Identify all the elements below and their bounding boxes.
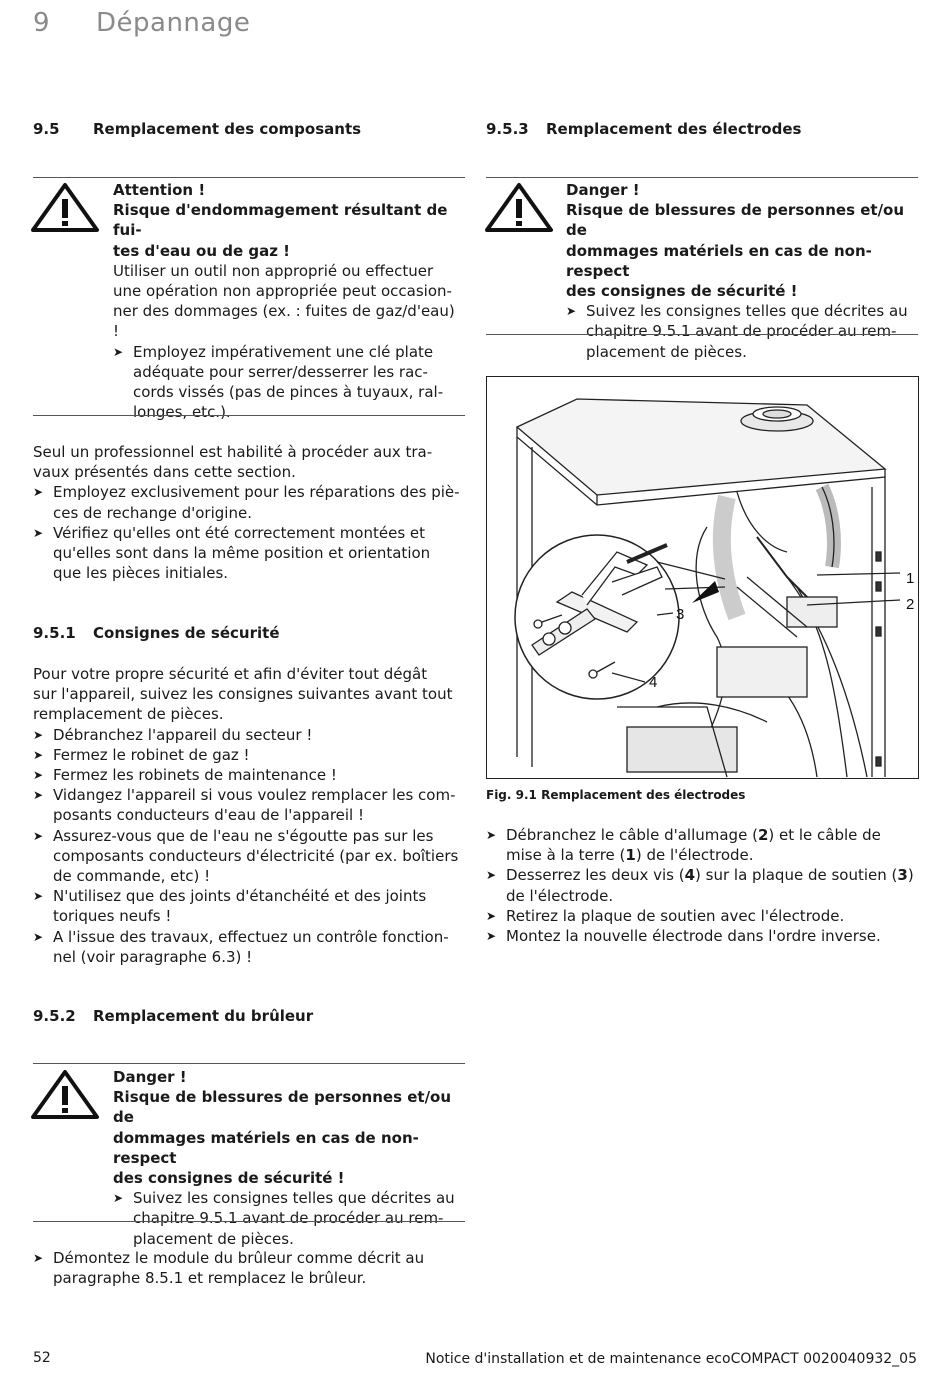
list-item: ➤ Montez la nouvelle électrode dans l'ordre inverse. xyxy=(486,926,926,946)
list-item: ➤ Débranchez le câble d'allumage (2) et le câble de mise à la terre (1) de l'électrode. xyxy=(486,825,926,865)
callout-3: 3 xyxy=(676,606,685,623)
danger-triangle-icon xyxy=(30,1069,100,1119)
intro-paragraph: Seul un professionnel est habilité à procéder aux tra- vaux présentés dans cette section. ➤ Employez exclusivement pour les réparations des piè- ces de rechange d'origine. ➤ Vérifiez qu'elles ont été correctement montées et qu'elles sont dans la même position et orientation que les pièces initiales. xyxy=(33,442,473,583)
section-heading-9-5-2: 9.5.2 Remplacement du brûleur xyxy=(33,1007,314,1025)
callout-1: 1 xyxy=(906,570,915,587)
warning-top-rule xyxy=(33,177,465,178)
list-item: ➤ N'utilisez que des joints d'étanchéité et des joints toriques neufs ! xyxy=(33,886,473,926)
list-item: ➤ Suivez les consignes telles que décrites au chapitre 9.5.1 avant de procéder au rem- placement de pièces. xyxy=(113,1188,465,1249)
list-item: ➤ Assurez-vous que de l'eau ne s'égoutte pas sur les composants conducteurs d'électricité (par ex. boîtiers de commande, etc) ! xyxy=(33,826,473,887)
list-item: ➤ A l'issue des travaux, effectuez un contrôle fonction- nel (voir paragraphe 6.3) ! xyxy=(33,927,473,967)
attention-warning-box: Attention ! Risque d'endommagement résultant de fui- tes d'eau ou de gaz ! Utiliser un outil non approprié ou effectuer une opération non appropriée peut occasion- ner des dommages (ex. : fuites de gaz/d'eau) ! ➤ Employez impérativement une clé plate adéquate pour serrer/desserrer les rac- cords vissés (pas de pinces à tuyaux, ral- longes, etc.). xyxy=(113,180,465,422)
list-item: ➤ Fermez le robinet de gaz ! xyxy=(33,745,473,765)
electrode-steps xyxy=(486,825,926,946)
callout-4: 4 xyxy=(649,674,658,691)
section-heading-9-5: 9.5 Remplacement des composants xyxy=(33,120,362,138)
burner-instruction xyxy=(33,1248,473,1288)
list-item: ➤ Employez exclusivement pour les réparations des piè- ces de rechange d'origine. xyxy=(33,482,473,522)
boiler-illustration xyxy=(487,377,918,778)
page-number: 52 xyxy=(33,1350,51,1366)
danger-top-rule xyxy=(33,1063,465,1064)
figure-electrode-replacement xyxy=(486,376,919,779)
danger2-top-rule xyxy=(486,177,918,178)
chapter-title: Dépannage xyxy=(96,8,251,38)
document-reference: Notice d'installation et de maintenance ecoCOMPACT 0020040932_05 xyxy=(425,1351,917,1367)
section-heading-9-5-3: 9.5.3 Remplacement des électrodes xyxy=(486,120,802,138)
danger-triangle-icon xyxy=(484,182,554,232)
warning-bottom-rule xyxy=(33,415,465,416)
list-item: ➤ Débranchez l'appareil du secteur ! xyxy=(33,725,473,745)
danger-bottom-rule xyxy=(33,1221,465,1222)
danger-warning-box: Danger ! Risque de blessures de personnes et/ou de dommages matériels en cas de non-respect des consignes de sécurité ! ➤ Suivez les consignes telles que décrites au chapitre 9.5.1 avant de procéder au rem- placement de pièces. xyxy=(113,1067,465,1249)
list-item: ➤ Vidangez l'appareil si vous voulez remplacer les com- posants conducteurs d'eau de l'appareil ! xyxy=(33,785,473,825)
danger-warning-box-electrodes: Danger ! Risque de blessures de personnes et/ou de dommages matériels en cas de non-respect des consignes de sécurité ! ➤ Suivez les consignes telles que décrites au chapitre 9.5.1 avant de procéder au rem- placement de pièces. xyxy=(566,180,922,362)
figure-caption: Fig. 9.1 Remplacement des électrodes xyxy=(486,788,746,802)
safety-instructions: Pour votre propre sécurité et afin d'éviter tout dégât sur l'appareil, suivez les consignes suivantes avant tout remplacement de pièces. ➤ Débranchez l'appareil du secteur ! ➤ Fermez le robinet de gaz ! ➤ Fermez les robinets de maintenance ! ➤ Vidangez l'appareil si vous voulez remplacer les com- posants conducteurs d'eau de l'appareil ! ➤ Assurez-vous que de l'eau ne s'égoutte pas sur les composants conducteurs d'électricité (par ex. boîtiers de commande, etc) ! ➤ N'utilisez que des joints d'étanchéité et des joints toriques neufs ! ➤ A l'issue des travaux, effectuez un contrôle fonction- nel (voir paragraphe 6.3) ! xyxy=(33,664,473,967)
list-item: ➤ Employez impérativement une clé plate adéquate pour serrer/desserrer les rac- cords vissés (pas de pinces à tuyaux, ral- longes, etc.). xyxy=(113,342,465,423)
danger2-bottom-rule xyxy=(486,334,918,335)
section-heading-9-5-1: 9.5.1 Consignes de sécurité xyxy=(33,624,280,642)
list-item: ➤ Retirez la plaque de soutien avec l'électrode. xyxy=(486,906,926,926)
chapter-number: 9 xyxy=(33,8,51,38)
list-item: ➤ Vérifiez qu'elles ont été correctement montées et qu'elles sont dans la même position et orientation que les pièces initiales. xyxy=(33,523,473,584)
warning-triangle-icon xyxy=(30,182,100,232)
list-item: ➤ Desserrez les deux vis (4) sur la plaque de soutien (3) de l'électrode. xyxy=(486,865,926,905)
callout-2: 2 xyxy=(906,596,915,613)
list-item: ➤ Démontez le module du brûleur comme décrit au paragraphe 8.5.1 et remplacez le brûleur. xyxy=(33,1248,473,1288)
list-item: ➤ Suivez les consignes telles que décrites au chapitre 9.5.1 avant de procéder au rem- placement de pièces. xyxy=(566,301,922,362)
list-item: ➤ Fermez les robinets de maintenance ! xyxy=(33,765,473,785)
